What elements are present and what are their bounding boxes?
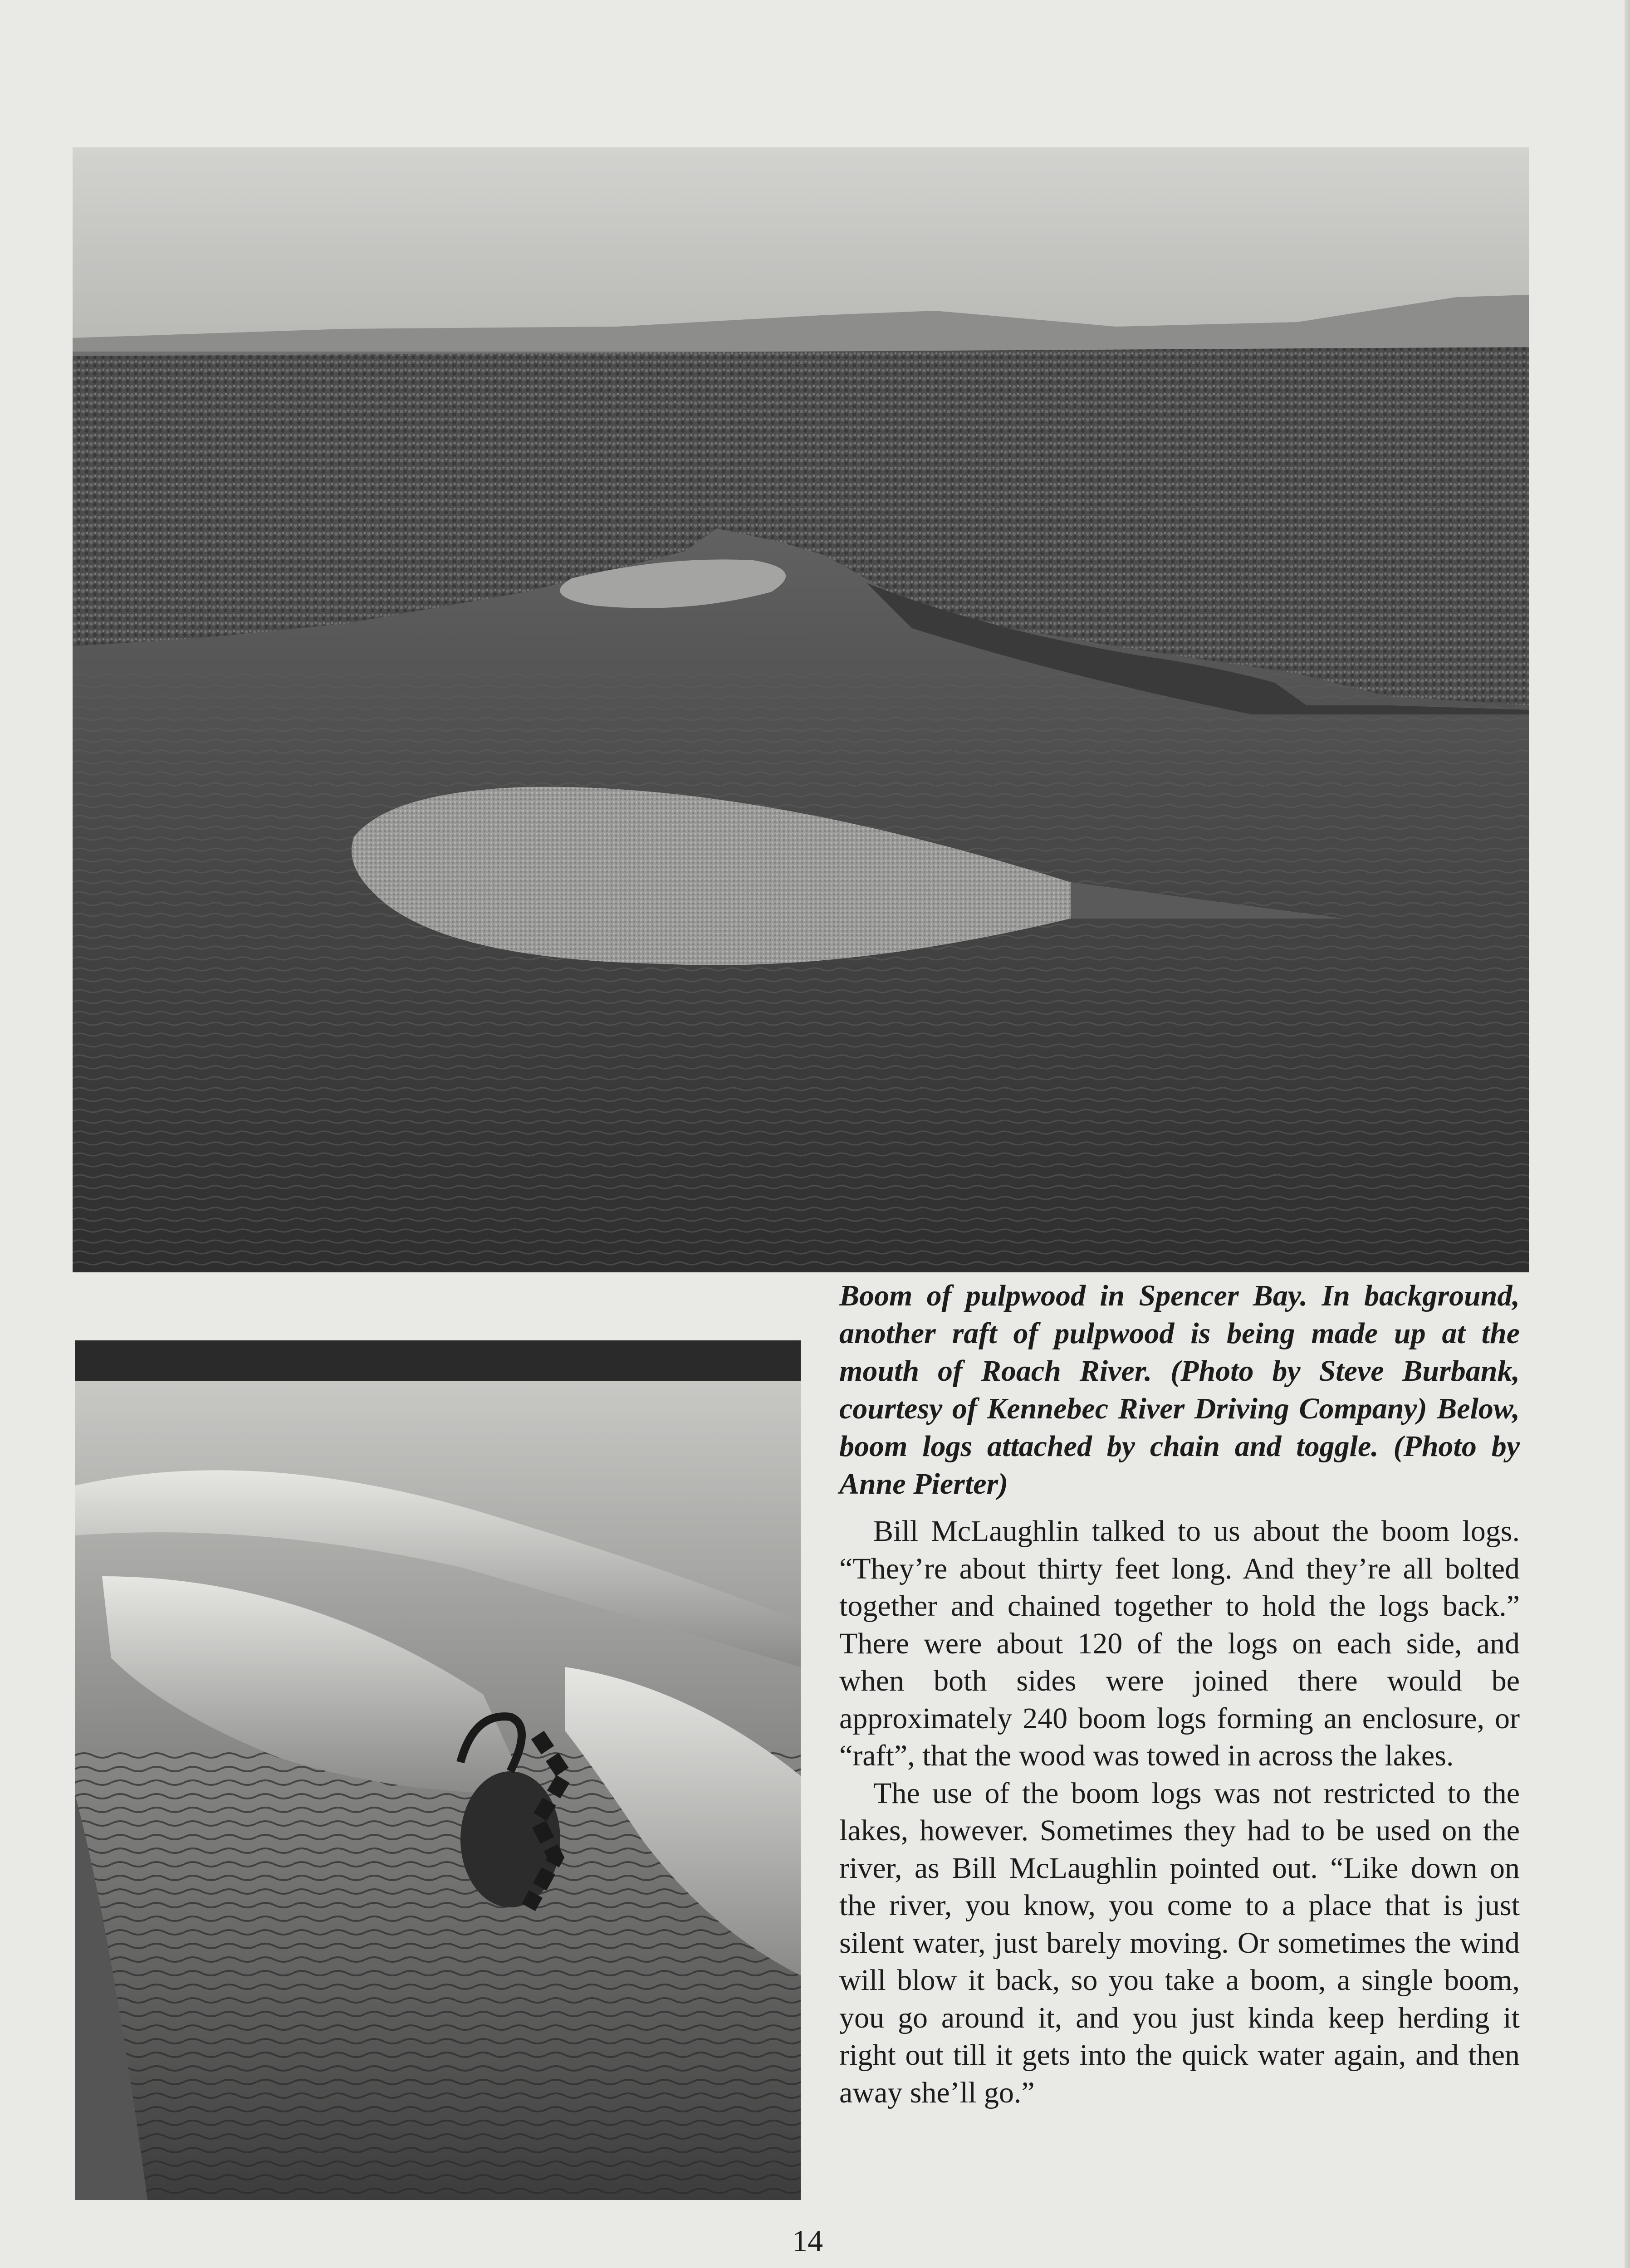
aerial-photo-pulpwood-boom [73, 147, 1529, 1272]
page-edge [1625, 0, 1630, 2268]
article-body [839, 1513, 1520, 2112]
article-paragraph: Bill McLaughlin talked to us about the boom logs. “They’re about thirty feet long. And they’re all bolted together and chained together to hold the logs back.” There were about 120 of the logs on each side, and when both sides were joined there would be approximately 240 boom logs forming an enclosure, or “raft”, that the wood was towed in across the lakes. [839, 1515, 1520, 1772]
page-number: 14 [792, 2224, 823, 2258]
article-paragraph: The use of the boom logs was not restricted to the lakes, however. Sometimes they had to be used on the river, as Bill McLaughlin pointed out. “Like down on the river, you know, you come to a place that is just silent water, just barely moving. Or sometimes the wind will blow it back, so you take a boom, a single boom, you go around it, and you just kinda keep herding it right out till it gets into the quick water again, and then away she’ll go.” [839, 1776, 1520, 2109]
boom-logs-chain-photo [75, 1340, 801, 2200]
photo-caption: Boom of pulpwood in Spencer Bay. In background, another raft of pulpwood is being made up at the mouth of Roach River. (Photo by Steve Burbank, courtesy of Kennebec River Driving Company) Below, boom logs attached by chain and toggle. (Photo by Anne Pierter) [839, 1279, 1520, 1501]
